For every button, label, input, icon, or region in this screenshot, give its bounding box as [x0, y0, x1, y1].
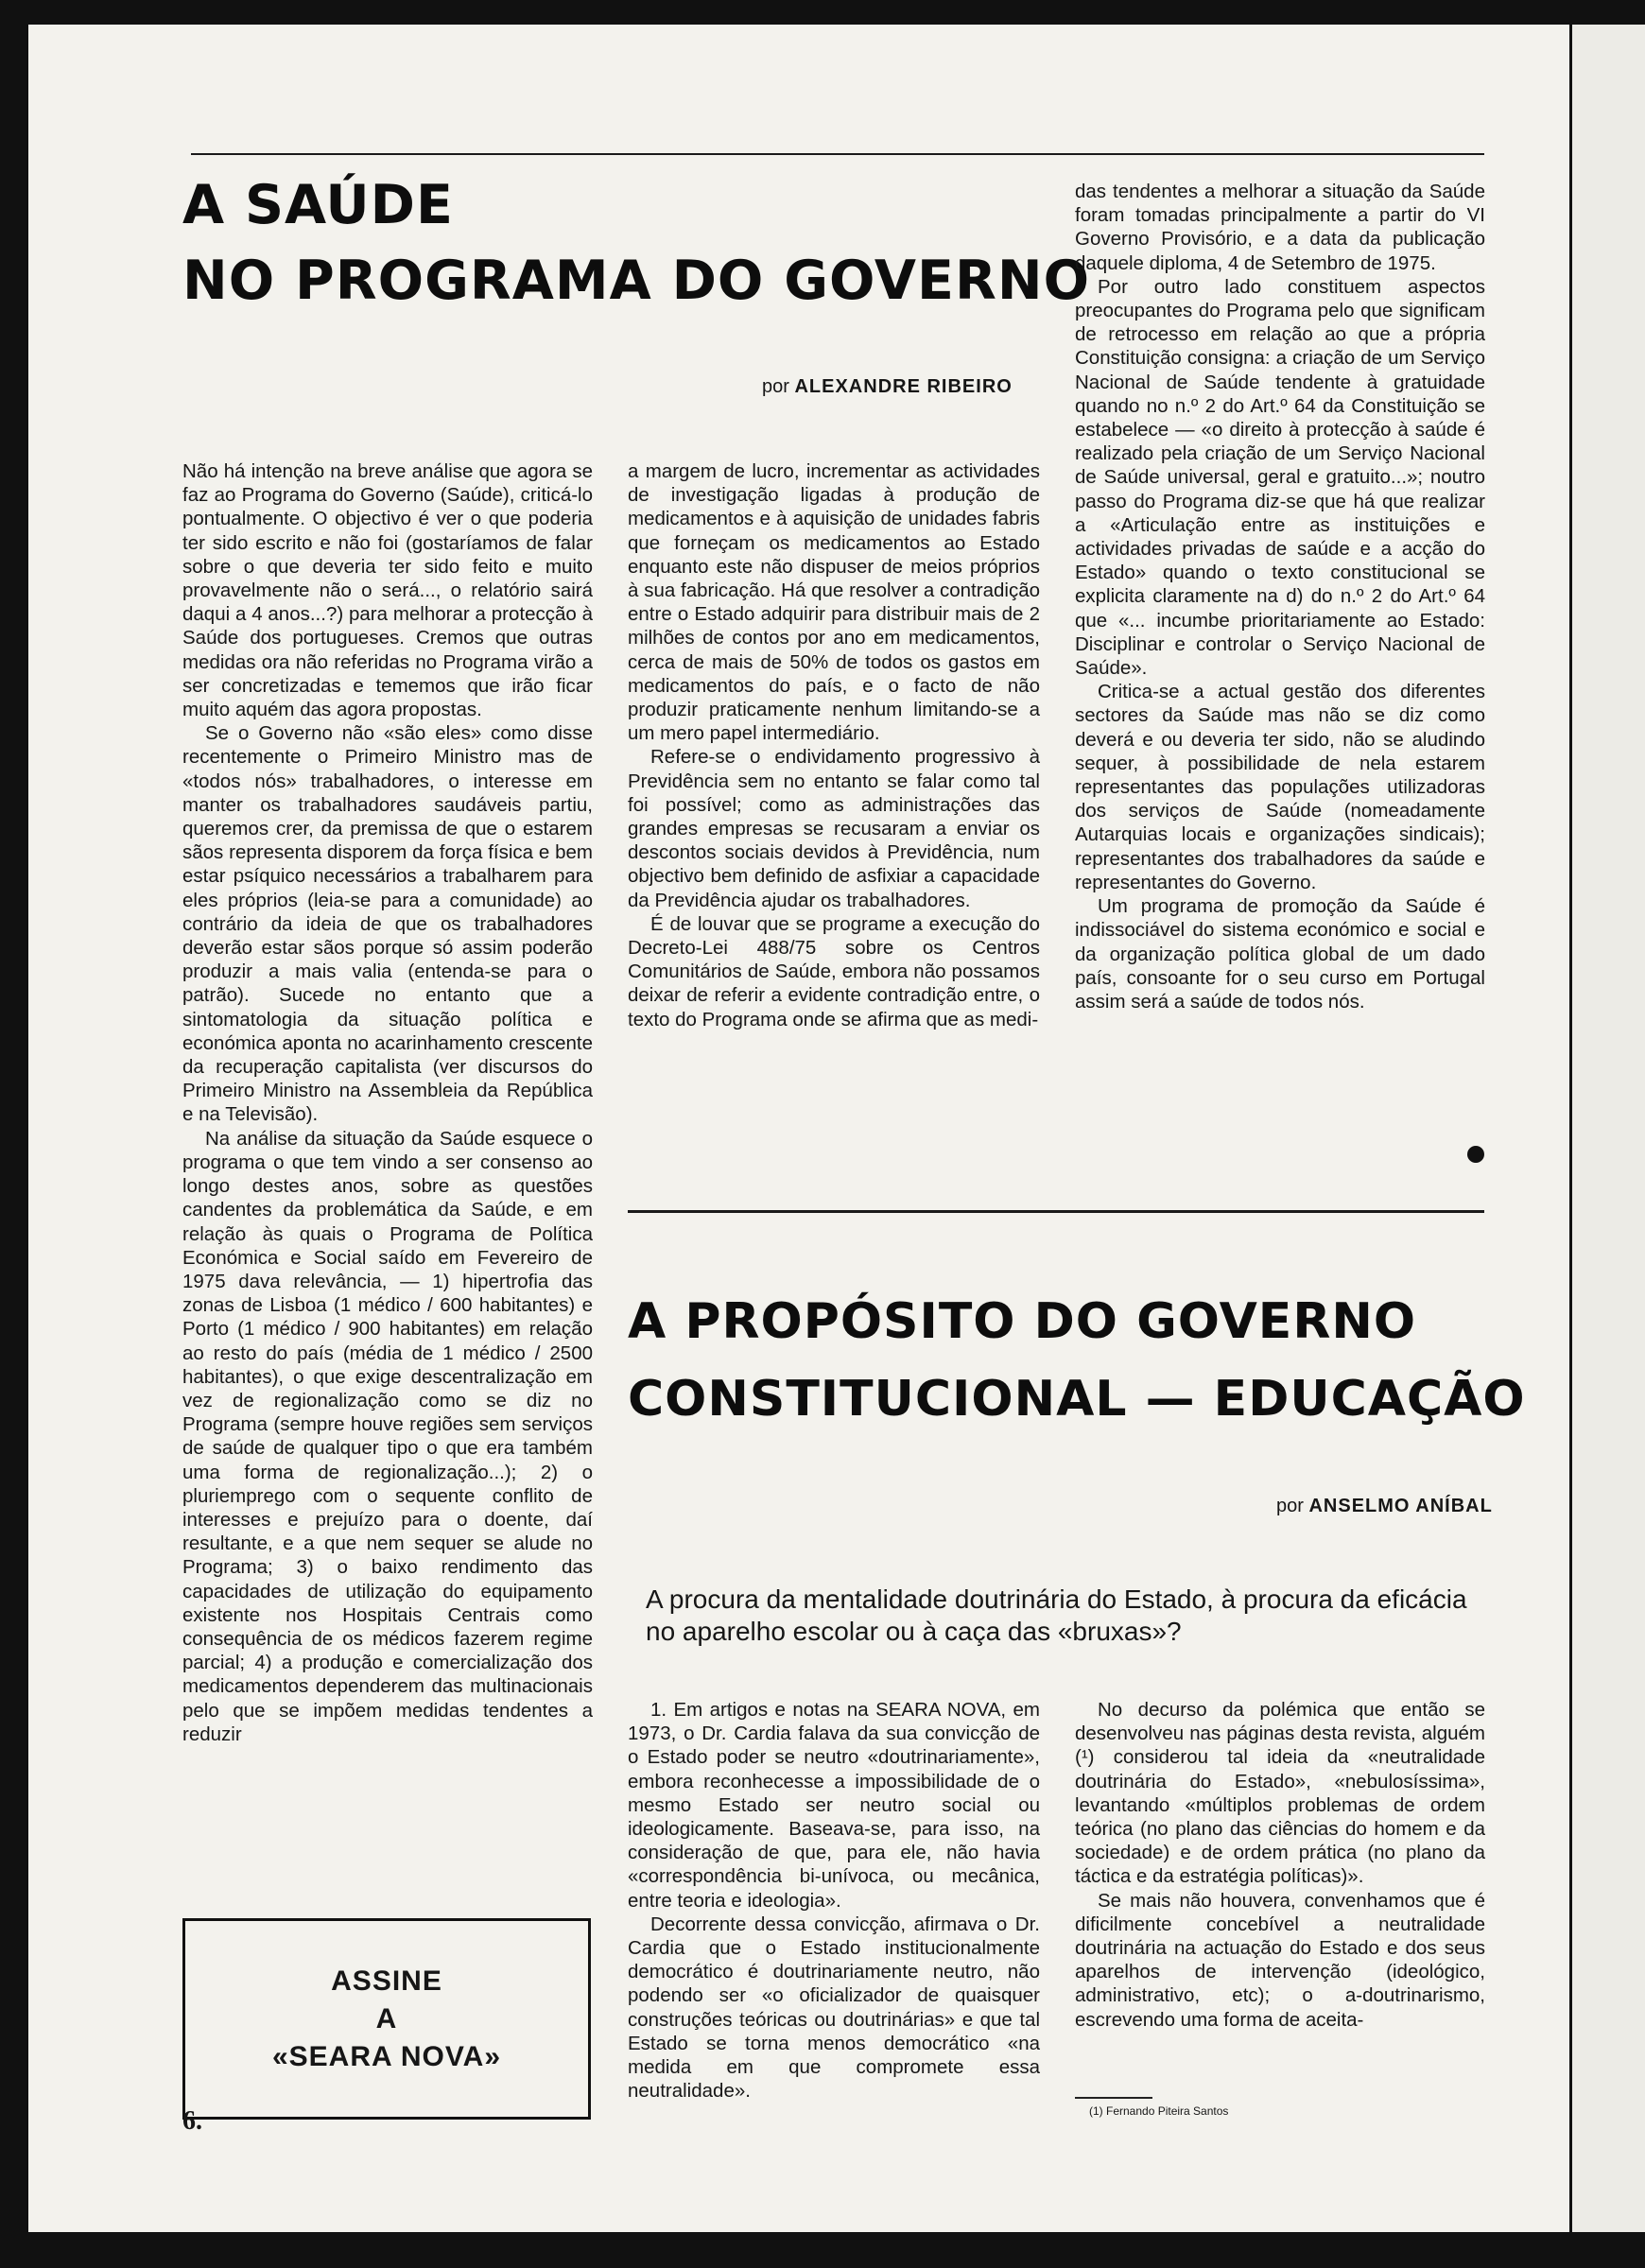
article2-column-1 — [628, 1698, 1040, 2103]
section-rule — [628, 1210, 1484, 1213]
paragraph: a margem de lucro, incrementar as actividades de investigação ligadas à produção de medicamentos e à aquisição de unidades fabris que forneçam os medicamentos ao Estado enquanto este não dispuser de meios próprios à sua fabricação. Há que resolver a contradição entre o Estado adquirir para distribuir mais de 2 milhões de contos por ano em medicamentos, cerca de mais de 50% de todos os gastos em medicamentos do país, e o facto de não produzir praticamente nenhum limitando-se a um mero papel intermediário. — [628, 460, 1040, 745]
paragraph: Se o Governo não «são eles» como disse recentemente o Primeiro Ministro mas de «todos nós» trabalhadores, o interesse em manter os trabalhadores saudáveis partiu, queremos crer, da premissa de que o estarem sãos representa disporem da força física e bem estar psíquico necessários a trabalharem para eles próprios (leia-se para a comunidade) ao contrário da ideia de que os trabalhadores deverão estar sãos porque só assim poderão produzir a mais valia (entenda-se para o patrão). Sucede no entanto que a sintomatologia da situação política e económica aponta no acarinhamento crescente da recuperação capitalista (ver discursos do Primeiro Ministro na Assembleia da República e na Televisão). — [182, 722, 593, 1126]
article2-title-line2: CONSTITUCIONAL — EDUCAÇÃO — [628, 1371, 1526, 1428]
article2-byline — [1276, 1496, 1493, 1517]
article1-title-line2: NO PROGRAMA DO GOVERNO — [182, 250, 1091, 312]
top-rule — [191, 153, 1484, 155]
subscribe-line1: ASSINE — [331, 1965, 442, 1997]
article1-byline — [762, 376, 1013, 398]
byline-prefix: por — [1276, 1496, 1304, 1516]
article2-title-line1: A PROPÓSITO DO GOVERNO — [628, 1293, 1417, 1350]
paragraph: No decurso da polémica que então se desenvolveu nas páginas desta revista, alguém (¹) considerou tal ideia da «neutralidade doutrinária do Estado», «nebulosíssima», levantando «múltiplos problemas de ordem teórica (no plano das ciências do homem e da sociedade) e de ordem prática (no plano da táctica e da estratégia políticas)». — [1075, 1699, 1485, 1888]
next-page-edge — [1572, 25, 1645, 2232]
subscribe-line2: A — [375, 2002, 398, 2034]
paragraph: Critica-se a actual gestão dos diferentes sectores da Saúde mas não se diz como deverá e ou deveria ter sido, não se aludindo sequer, à possibilidade de nela estarem representantes das populações utilizadoras dos serviços de Saúde (nomeadamente Autarquias locais e organizações sindicais); representantes dos trabalhadores da saúde e representantes do Governo. — [1075, 681, 1485, 893]
article1-title-line1: A SAÚDE — [182, 174, 454, 236]
article1-author: ALEXANDRE RIBEIRO — [794, 376, 1013, 397]
page-number: 6. — [182, 2106, 202, 2136]
subscribe-box — [182, 1918, 591, 2120]
article2-subhead: A procura da mentalidade doutrinária do Estado, à procura da eficácia no aparelho escolar ou à caça das «bruxas»? — [646, 1584, 1467, 1646]
end-mark-icon — [1467, 1146, 1484, 1163]
paragraph: Se mais não houvera, convenhamos que é dificilmente concebível a neutralidade doutrinária na actuação do Estado e dos seus aparelhos de intervenção (ideológico, administrativo, etc); o a-doutrinarismo, escrevendo uma forma de aceita- — [1075, 1889, 1485, 2031]
paragraph: Na análise da situação da Saúde esquece o programa o que tem vindo a ser consenso ao longo destes anos, sobre as questões candentes da problemática da Saúde, e em relação às quais o Programa de Política Económica e Social saído em Fevereiro de 1975 dava relevância, — 1) hipertrofia das zonas de Lisboa (1 médico / 600 habitantes) e Porto (1 médico / 900 habitantes) em relação ao resto do país (média de 1 médico / 2500 habitantes), o que exige descentralização em vez de regionalização como se diz no Programa (sempre houve regiões sem serviços de saúde de qualquer tipo o que era também uma forma de regionalização...); 2) o pluriemprego com o sequente conflito de interesses e prejuízo para o doente, daí resultante, e a que nem sequer se alude no Programa; 3) o baixo rendimento das capacidades de utilização do equipamento existente nos Hospitais Centrais como consequência de os médicos fazerem regime parcial; 4) a produção e comercialização dos medicamentos dependerem das multinacionais pelo que se impõem medidas tendentes a reduzir — [182, 1127, 593, 1745]
paragraph: Decorrente dessa convicção, afirmava o Dr. Cardia que o Estado institucionalmente democrático é doutrinariamente neutro, não podendo ser «o oficializador de quaisquer construções teóricas ou doutrinárias» e que tal Estado se torna menos democrático «na medida em que compromete essa neutralidade». — [628, 1913, 1040, 2103]
paragraph: Refere-se o endividamento progressivo à Previdência sem no entanto se falar como tal foi possível; como as administrações das grandes empresas se recusaram a enviar os descontos sociais devidos à Previdência, num objectivo bem definido de asfixiar a capacidade da Previdência ajudar os trabalhadores. — [628, 746, 1040, 911]
article1-column-2 — [628, 459, 1040, 1031]
footnote-rule — [1075, 2097, 1152, 2099]
article1-column-3 — [1075, 180, 1485, 1013]
paragraph: Não há intenção na breve análise que agora se faz ao Programa do Governo (Saúde), criticá-lo pontualmente. O objectivo é ver o que poderia ter sido escrito e não foi (gostaríamos de falar sobre o que deveria ter sido feito e muito provavelmente não o será..., o relatório sairá daqui a 4 anos...?) para melhorar a protecção à Saúde dos portugueses. Cremos que outras medidas ora não referidas no Programa virão a ser concretizadas e tememos que irão ficar muito aquém das agora propostas. — [182, 460, 593, 721]
footnote: (1) Fernando Piteira Santos — [1089, 2104, 1229, 2118]
paragraph: Um programa de promoção da Saúde é indissociável do sistema económico e social e da organização política global de um dado país, consoante for o seu curso em Portugal assim será a saúde de todos nós. — [1075, 895, 1485, 1013]
paragraph: das tendentes a melhorar a situação da Saúde foram tomadas principalmente a partir do VI Governo Provisório, e a data da publicação daquele diploma, 4 de Setembro de 1975. — [1075, 181, 1485, 274]
article1-column-1 — [182, 459, 593, 1746]
article2-author: ANSELMO ANÍBAL — [1308, 1496, 1493, 1516]
article2-column-2 — [1075, 1698, 1485, 2032]
subscribe-line3: «SEARA NOVA» — [271, 2040, 502, 2072]
paragraph: É de louvar que se programe a execução do Decreto-Lei 488/75 sobre os Centros Comunitários de Saúde, embora não possamos deixar de referir a evidente contradição entre, o texto do Programa onde se afirma que as medi- — [628, 912, 1040, 1030]
paragraph: 1. Em artigos e notas na SEARA NOVA, em 1973, o Dr. Cardia falava da sua convicção de o Estado poder se neutro «doutrinariamente», embora reconhecesse a impossibilidade de o mesmo Estado ser neutro social ou ideologicamente. Baseava-se, para isso, na consideração de que, para ele, não havia «correspondência bi-unívoca, ou mecânica, entre teoria e ideologia». — [628, 1699, 1040, 1912]
paragraph: Por outro lado constituem aspectos preocupantes do Programa pelo que significam de retrocesso em relação ao que a própria Constituição consigna: a criação de um Serviço Nacional de Saúde tendente à gratuidade quando no n.º 2 do Art.º 64 da Constituição se estabelece — «o direito à protecção à saúde é realizado pela criação de um Serviço Nacional de Saúde universal, geral e gratuito...»; noutro passo do Programa diz-se que há que realizar a «Articulação entre as instituições e actividades privadas de saúde e a acção do Estado» quando o texto constitucional se explicita claramente na d) do n.º 2 do Art.º 64 que «... incumbe prioritariamente ao Estado: Disciplinar e controlar o Serviço Nacional de Saúde». — [1075, 275, 1485, 680]
byline-prefix: por — [762, 376, 789, 397]
